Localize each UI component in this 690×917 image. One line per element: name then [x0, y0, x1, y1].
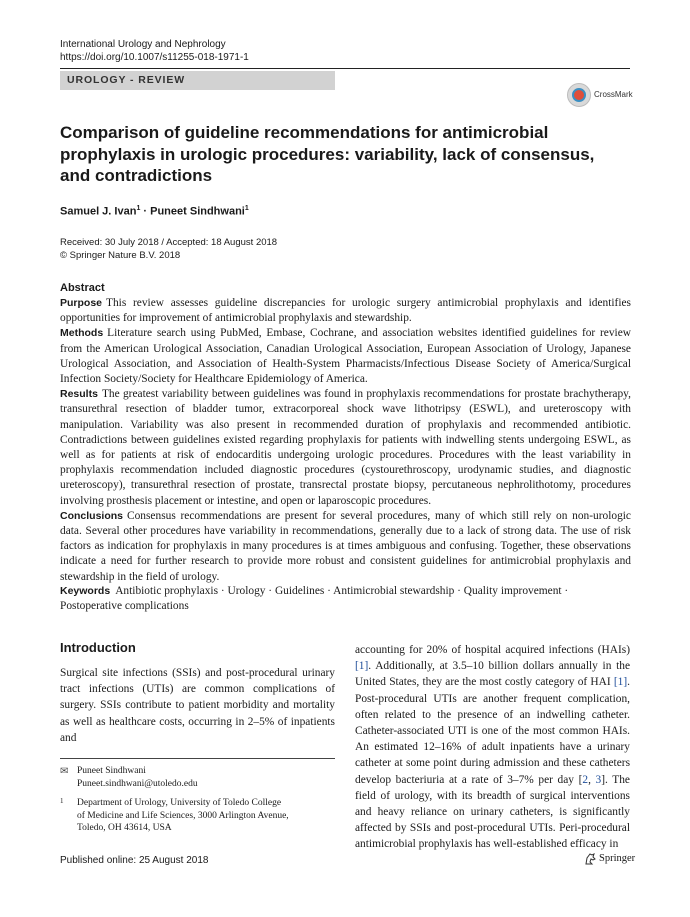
author-list	[60, 205, 249, 218]
springer-logo	[583, 851, 638, 869]
crossmark-badge[interactable]	[567, 83, 633, 111]
corresponding-author	[60, 765, 198, 790]
publisher-name: Springer	[599, 853, 636, 864]
introduction-heading: Introduction	[60, 640, 136, 655]
author-name[interactable]: Samuel J. Ivan	[60, 205, 137, 218]
conclusions-label: Conclusions	[60, 509, 124, 522]
left-column	[60, 640, 335, 746]
abstract-conclusions	[60, 509, 631, 585]
affiliation-marker: 1	[136, 205, 141, 212]
abstract-results	[60, 387, 631, 509]
crossmark-icon	[567, 83, 591, 107]
received-accepted: Received: 30 July 2018 / Accepted: 18 August 2018	[60, 237, 278, 248]
affiliation-number: 1	[60, 797, 64, 805]
affiliation-line: of Medicine and Life Sciences, 3000 Arlington Avenue,	[77, 810, 289, 821]
results-text: The greatest variability between guidelines was found in prophylaxis recommendations for prostate brachytherapy, transurethral resection of bladder tumor, extracorporeal shock wave lithotripsy (ESWL), and ureteroscopy with manipulation. Variability was also present in recommended duration of prophylaxis and recommended antibiotic. Contradictions between guidelines existed regarding prophylaxis for patients with indwelling stents undergoing ESWL, as well as for patients at risk of endocarditis undergoing urologic procedures. Procedures with the least variability in prophylaxis recommendation included diagnostic procedures (cystourethroscopy, urodynamic studies, and diagnostic ureteroscopy), transurethral resection of prostate, transrectal prostate biopsy, percutaneous nephrolithotomy, procedures involving prosthesis placement or intestine, and open or laparoscopic procedures.	[60, 388, 631, 507]
methods-text: Literature search using PubMed, Embase, Cochrane, and association websites identified guidelines for review from the American Urological Association, Canadian Urological Association, European Association of Urology, Japanese Urological Association, and Association of Health-System Pharmacists/Infectious Disease Society of America/Surgical Infection Society/Society for Healthcare Epidemiology of America.	[60, 327, 631, 386]
section-label: UROLOGY - REVIEW	[67, 74, 186, 86]
journal-header	[60, 38, 249, 64]
keywords	[60, 584, 631, 614]
springer-horse-icon	[583, 852, 597, 866]
crossmark-label: CrossMark	[594, 90, 633, 99]
right-column	[355, 642, 630, 853]
citation-link[interactable]: 2	[582, 773, 589, 786]
envelope-icon: ✉	[60, 766, 69, 777]
header-rule	[60, 68, 630, 69]
doi-link[interactable]: https://doi.org/10.1007/s11255-018-1971-1	[60, 52, 249, 63]
section-band	[60, 71, 335, 90]
purpose-text: This review assesses guideline discrepancies for urologic surgery antimicrobial prophylaxis and identifies opportunities for improvement of antimicrobial prophylaxis and stewardship.	[60, 297, 631, 325]
affiliation-line: Toledo, OH 43614, USA	[77, 823, 172, 833]
results-label: Results	[60, 388, 98, 401]
affiliation-marker: 1	[244, 205, 249, 212]
article-title: Comparison of guideline recommendations for antimicrobial prophylaxis in urologic procedures: variability, lack of consensus, and contradictions	[60, 123, 595, 185]
keywords-label: Keywords	[60, 585, 111, 597]
contact-email[interactable]: Puneet.sindhwani@utoledo.edu	[77, 778, 198, 789]
keywords-text: Antibiotic prophylaxis · Urology · Guidelines · Antimicrobial stewardship · Quality improvement · Postoperative complications	[60, 585, 569, 613]
affiliation-line: Department of Urology, University of Toledo College	[77, 798, 282, 808]
intro-paragraph-right: accounting for 20% of hospital acquired infections (HAIs) [1]. Additionally, at 3.5–10 billion dollars annually in the United States, they are the most costly category of HAI [1]. Post-procedural UTIs are another frequent complication, often related to the presence of an indwelling catheter. Catheter-associated UTI is one of the most common HAIs. An estimated 12–16% of adult inpatients have a urinary catheter at some point during admission and these catheters develop bacteriuria at a rate of 3–7% per day [2, 3]. The field of urology, with its breadth of surgical interventions and heavy reliance on urinary catheters, is significantly affected by SSIs and post-procedural UTIs. Peri-procedural antimicrobial prophylaxis has well-established efficacy in	[355, 644, 630, 851]
methods-label: Methods	[60, 327, 104, 340]
abstract-purpose	[60, 296, 631, 326]
article-dates	[60, 237, 277, 262]
contact-name: Puneet Sindhwani	[77, 766, 146, 776]
abstract	[60, 282, 631, 585]
abstract-methods	[60, 326, 631, 387]
citation-link[interactable]: [1]	[613, 676, 628, 689]
journal-name: International Urology and Nephrology	[60, 39, 226, 50]
purpose-label: Purpose	[60, 297, 103, 309]
conclusions-text: Consensus recommendations are present for several procedures, many of which still rely on non-urologic data. Several other procedures have variability in recommendations, generally due to a lack of strong data. The use of risk factors as indication for prophylaxis in many procedures is at times ambiguous and confusing. Together, these observations indicate a need for further research to provide more robust and consistent guidelines for antimicrobial prophylaxis and stewardship in the field of urology.	[60, 509, 631, 583]
abstract-heading: Abstract	[60, 282, 105, 294]
citation-link[interactable]: [1]	[355, 660, 369, 673]
footnote-rule	[60, 758, 335, 759]
affiliation	[60, 797, 289, 835]
author-separator: ·	[140, 205, 151, 218]
author-name[interactable]: Puneet Sindhwani	[150, 205, 245, 218]
intro-paragraph-left: Surgical site infections (SSIs) and post-procedural urinary tract infections (UTIs) are common complications of surgery. SSIs contribute to patient morbidity and mortality as well as healthcare costs, occurring in 2–5% of inpatients and	[60, 667, 335, 744]
citation-link[interactable]: 3	[595, 773, 602, 786]
published-date: Published online: 25 August 2018	[60, 855, 209, 866]
copyright: © Springer Nature B.V. 2018	[60, 249, 181, 261]
